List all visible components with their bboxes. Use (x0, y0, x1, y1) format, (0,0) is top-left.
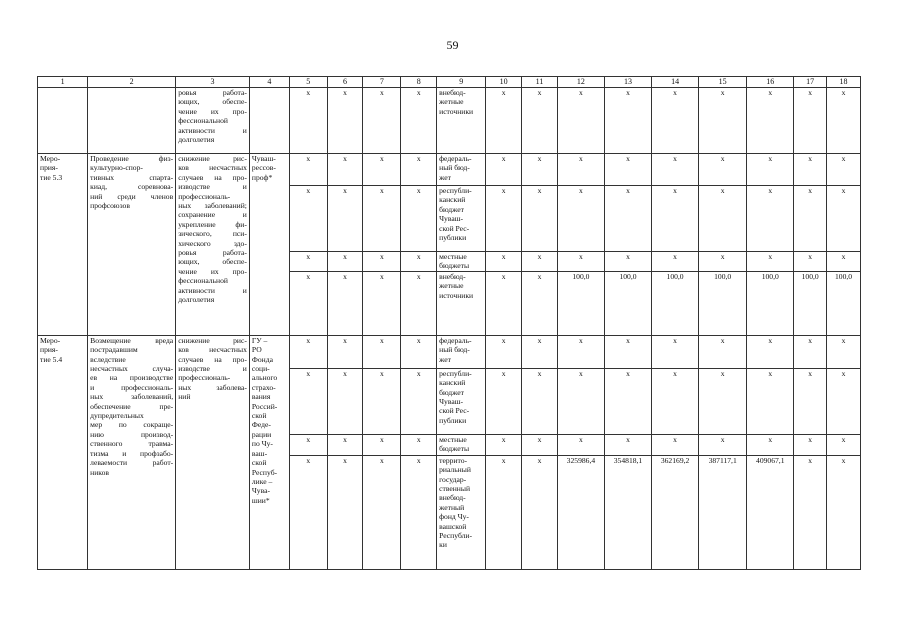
value-cell: 100,0 (794, 271, 827, 335)
source-federal: федераль- ный бюд- жет (437, 154, 486, 186)
x-mark: х (289, 335, 327, 368)
x-mark: х (522, 154, 558, 186)
value-cell: 362169,2 (652, 455, 699, 569)
value-cell: 387117,1 (699, 455, 747, 569)
x-mark: х (699, 368, 747, 434)
table-row (38, 335, 861, 368)
x-mark: х (699, 88, 747, 154)
x-mark: х (522, 455, 558, 569)
table-row (38, 88, 861, 154)
x-mark: х (604, 252, 651, 272)
x-mark: х (652, 434, 699, 455)
value-cell: 100,0 (652, 271, 699, 335)
measure-5-4-name: Возмещение вреда пострадавшим вследствие несчастных случа- ев на производстве и профессиональ- ных заболеваний, обеспечение пре- дупредительных мер по сокраще- нию производ- ственного травма- тизма и профзабо- леваемости работ- ников (88, 335, 176, 569)
x-mark: х (522, 368, 558, 434)
x-mark: х (747, 434, 794, 455)
source-local: местные бюджеты (437, 252, 486, 272)
x-mark: х (401, 434, 437, 455)
measure-5-3-executor: Чуваш- рессов- проф* (249, 154, 289, 336)
x-mark: х (652, 368, 699, 434)
cont-col3: ровья работа- ющих, обеспе- чение их про- фессиональной активности и долголетия (176, 88, 250, 154)
column-header: 10 (486, 77, 522, 88)
column-header: 15 (699, 77, 747, 88)
source-republic: республи- канский бюджет Чуваш- ской Рес- публики (437, 368, 486, 434)
x-mark: х (363, 271, 401, 335)
x-mark: х (794, 368, 827, 434)
column-header: 13 (604, 77, 651, 88)
x-mark: х (699, 335, 747, 368)
column-header: 4 (249, 77, 289, 88)
x-mark: х (699, 154, 747, 186)
x-mark: х (522, 88, 558, 154)
column-header: 5 (289, 77, 327, 88)
value-cell: х (794, 455, 827, 569)
column-header: 2 (88, 77, 176, 88)
measure-5-4-id: Меро- прия- тие 5.4 (38, 335, 88, 569)
x-mark: х (401, 455, 437, 569)
x-mark: х (401, 186, 437, 252)
header-row (38, 77, 861, 88)
x-mark: х (794, 154, 827, 186)
x-mark: х (652, 335, 699, 368)
x-mark: х (747, 252, 794, 272)
x-mark: х (363, 252, 401, 272)
x-mark: х (557, 252, 604, 272)
x-mark: х (827, 186, 861, 252)
measure-5-3-name: Проведение физ- культурно-спор- тивных спарта- киад, соревнова- ний среди членов профсоюзов (88, 154, 176, 336)
value-cell: 100,0 (747, 271, 794, 335)
column-header: 3 (176, 77, 250, 88)
column-header: 14 (652, 77, 699, 88)
value-cell: 100,0 (604, 271, 651, 335)
column-header: 12 (557, 77, 604, 88)
x-mark: х (289, 186, 327, 252)
x-mark: х (794, 252, 827, 272)
measure-5-4-executor: ГУ – РО Фонда соци- ального страхо- вания Россий- ской Феде- рации по Чу- ваш- ской Респуб- лике – Чува- шии* (249, 335, 289, 569)
x-mark: х (522, 434, 558, 455)
x-mark: х (289, 434, 327, 455)
column-header: 18 (827, 77, 861, 88)
x-mark: х (652, 154, 699, 186)
source-territorial-fund: террито- риальный государ- ственный внебюд- жетный фонд Чу- вашской Республи- ки (437, 455, 486, 569)
x-mark: х (522, 186, 558, 252)
column-header: 8 (401, 77, 437, 88)
x-mark: х (401, 368, 437, 434)
x-mark: х (401, 271, 437, 335)
x-mark: х (522, 335, 558, 368)
x-mark: х (827, 434, 861, 455)
x-mark: х (363, 455, 401, 569)
x-mark: х (486, 88, 522, 154)
x-mark: х (486, 434, 522, 455)
x-mark: х (289, 154, 327, 186)
x-mark: х (604, 368, 651, 434)
measure-5-4-goal: снижение рис- ков несчастных случаев на про- изводстве и профессиональ- ных заболева- ний (176, 335, 250, 569)
table-row (38, 154, 861, 186)
x-mark: х (747, 154, 794, 186)
value-cell: 100,0 (827, 271, 861, 335)
x-mark: х (327, 335, 363, 368)
x-mark: х (486, 154, 522, 186)
cont-source: внебюд- жетные источники (437, 88, 486, 154)
x-mark: х (604, 335, 651, 368)
x-mark: х (699, 186, 747, 252)
source-republic: республи- канский бюджет Чуваш- ской Рес- публики (437, 186, 486, 252)
x-mark: х (557, 434, 604, 455)
x-mark: х (363, 88, 401, 154)
x-mark: х (289, 368, 327, 434)
x-mark: х (363, 335, 401, 368)
column-header: 9 (437, 77, 486, 88)
x-mark: х (699, 252, 747, 272)
x-mark: х (486, 186, 522, 252)
x-mark: х (652, 252, 699, 272)
x-mark: х (327, 252, 363, 272)
x-mark: х (827, 252, 861, 272)
x-mark: х (557, 335, 604, 368)
x-mark: х (289, 88, 327, 154)
x-mark: х (794, 186, 827, 252)
x-mark: х (486, 252, 522, 272)
x-mark: х (486, 271, 522, 335)
x-mark: х (401, 154, 437, 186)
value-cell: 325986,4 (557, 455, 604, 569)
x-mark: х (699, 434, 747, 455)
x-mark: х (794, 434, 827, 455)
x-mark: х (522, 271, 558, 335)
source-extrabudget: внебюд- жетные источники (437, 271, 486, 335)
x-mark: х (827, 88, 861, 154)
x-mark: х (747, 88, 794, 154)
measure-5-3-id: Меро- прия- тие 5.3 (38, 154, 88, 336)
x-mark: х (652, 186, 699, 252)
x-mark: х (363, 368, 401, 434)
column-header: 16 (747, 77, 794, 88)
x-mark: х (747, 368, 794, 434)
x-mark: х (289, 271, 327, 335)
x-mark: х (827, 335, 861, 368)
x-mark: х (327, 186, 363, 252)
x-mark: х (486, 368, 522, 434)
x-mark: х (401, 252, 437, 272)
column-header: 7 (363, 77, 401, 88)
x-mark: х (794, 88, 827, 154)
value-cell: 100,0 (557, 271, 604, 335)
measure-5-3-goal: снижение рис- ков несчастных случаев на про- изводстве и профессиональ- ных заболеваний; сохранение и укрепление фи- зического, пси- хического здо- ровья работа- ющих, обеспе- чение их про- фессиональной активности и долголетия (176, 154, 250, 336)
x-mark: х (401, 335, 437, 368)
x-mark: х (363, 186, 401, 252)
x-mark: х (604, 88, 651, 154)
x-mark: х (604, 154, 651, 186)
column-header: 17 (794, 77, 827, 88)
value-cell: 100,0 (699, 271, 747, 335)
x-mark: х (604, 186, 651, 252)
x-mark: х (401, 88, 437, 154)
x-mark: х (827, 368, 861, 434)
column-header: 1 (38, 77, 88, 88)
x-mark: х (557, 88, 604, 154)
x-mark: х (652, 88, 699, 154)
page-number: 59 (446, 38, 459, 52)
x-mark: х (327, 154, 363, 186)
value-cell: 354818,1 (604, 455, 651, 569)
x-mark: х (327, 368, 363, 434)
x-mark: х (557, 186, 604, 252)
value-cell: 409067,1 (747, 455, 794, 569)
column-header: 6 (327, 77, 363, 88)
x-mark: х (363, 154, 401, 186)
program-table (37, 76, 861, 570)
x-mark: х (327, 271, 363, 335)
column-header: 11 (522, 77, 558, 88)
source-federal: федераль- ный бюд- жет (437, 335, 486, 368)
x-mark: х (747, 335, 794, 368)
x-mark: х (289, 455, 327, 569)
x-mark: х (557, 154, 604, 186)
x-mark: х (327, 434, 363, 455)
x-mark: х (486, 455, 522, 569)
value-cell: х (827, 455, 861, 569)
x-mark: х (794, 335, 827, 368)
x-mark: х (827, 154, 861, 186)
x-mark: х (289, 252, 327, 272)
x-mark: х (747, 186, 794, 252)
source-local: местные бюджеты (437, 434, 486, 455)
x-mark: х (327, 455, 363, 569)
x-mark: х (327, 88, 363, 154)
x-mark: х (557, 368, 604, 434)
x-mark: х (486, 335, 522, 368)
x-mark: х (363, 434, 401, 455)
x-mark: х (522, 252, 558, 272)
x-mark: х (604, 434, 651, 455)
